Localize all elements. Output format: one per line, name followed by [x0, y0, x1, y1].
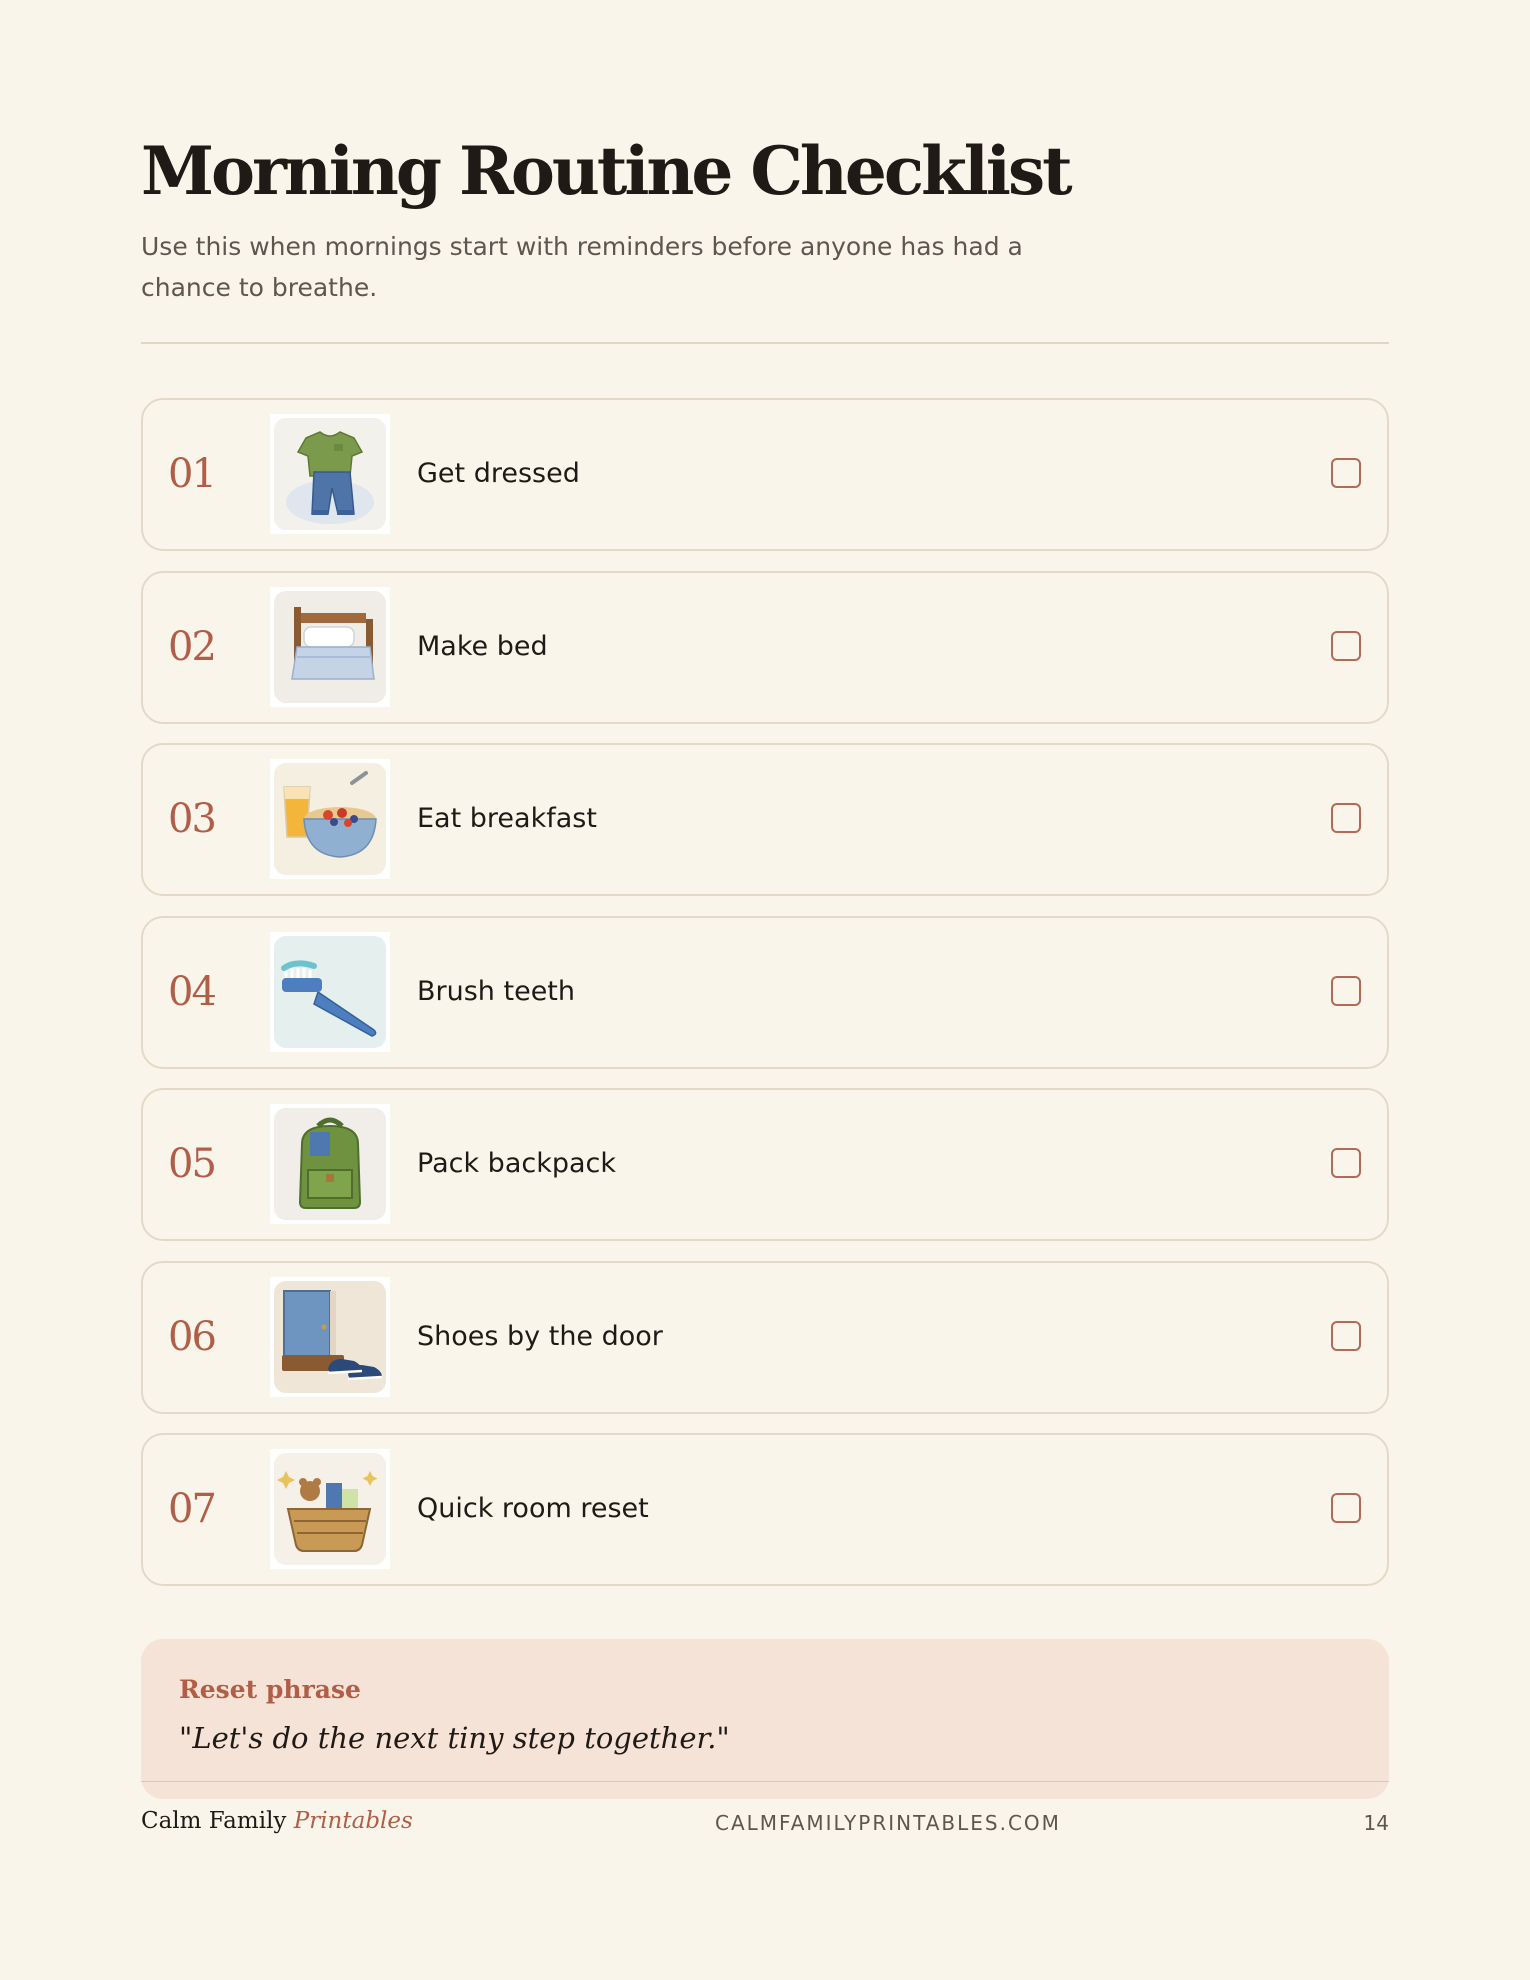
item-checkbox[interactable]: [1331, 458, 1361, 488]
bed-icon: [270, 587, 390, 707]
toothbrush-icon: [270, 932, 390, 1052]
footer-brand: [141, 1808, 413, 1834]
reset-phrase-heading: Reset phrase: [179, 1675, 361, 1704]
checklist-item: [141, 1088, 1389, 1241]
item-number: 03: [168, 796, 215, 842]
printable-page: [141, 0, 1389, 1980]
item-checkbox[interactable]: [1331, 803, 1361, 833]
item-label: Eat breakfast: [417, 803, 597, 834]
shoes-icon: [270, 1277, 390, 1397]
brand-accent: Printables: [293, 1808, 413, 1834]
checklist: [141, 398, 1389, 1606]
checklist-item: [141, 743, 1389, 896]
breakfast-icon: [270, 759, 390, 879]
checklist-item: [141, 398, 1389, 551]
reset-phrase-quote: "Let's do the next tiny step together.": [179, 1721, 730, 1755]
item-label: Quick room reset: [417, 1493, 649, 1524]
item-label: Get dressed: [417, 458, 580, 489]
item-number: 01: [168, 451, 215, 497]
basket-icon: [270, 1449, 390, 1569]
header-divider: [141, 342, 1389, 344]
item-label: Make bed: [417, 630, 548, 662]
item-number: 02: [168, 623, 215, 670]
page-subtitle: Use this when mornings start with reminders before anyone has had a chance to breathe.: [141, 232, 1023, 302]
item-number: 04: [168, 968, 215, 1015]
item-checkbox[interactable]: [1331, 1493, 1361, 1523]
footer-website: CALMFAMILYPRINTABLES.COM: [715, 1811, 1061, 1835]
item-label: Pack backpack: [417, 1148, 617, 1179]
item-checkbox[interactable]: [1331, 631, 1361, 661]
item-label: Brush teeth: [417, 975, 576, 1007]
page-number: 14: [1363, 1811, 1389, 1835]
clothes-icon: [270, 414, 390, 534]
item-checkbox[interactable]: [1331, 976, 1361, 1006]
backpack-icon: [270, 1104, 390, 1224]
reset-phrase-panel: [141, 1639, 1389, 1799]
footer-divider: [141, 1781, 1389, 1782]
item-checkbox[interactable]: [1331, 1148, 1361, 1178]
checklist-item: [141, 571, 1389, 724]
item-number: 07: [168, 1486, 215, 1532]
item-label: Shoes by the door: [417, 1320, 663, 1352]
brand-name: Calm Family: [141, 1808, 287, 1834]
checklist-item: [141, 916, 1389, 1069]
item-checkbox[interactable]: [1331, 1321, 1361, 1351]
item-number: 06: [168, 1313, 215, 1360]
checklist-item: [141, 1433, 1389, 1586]
checklist-item: [141, 1261, 1389, 1414]
page-title: Morning Routine Checklist: [141, 132, 1070, 210]
item-number: 05: [168, 1141, 215, 1187]
